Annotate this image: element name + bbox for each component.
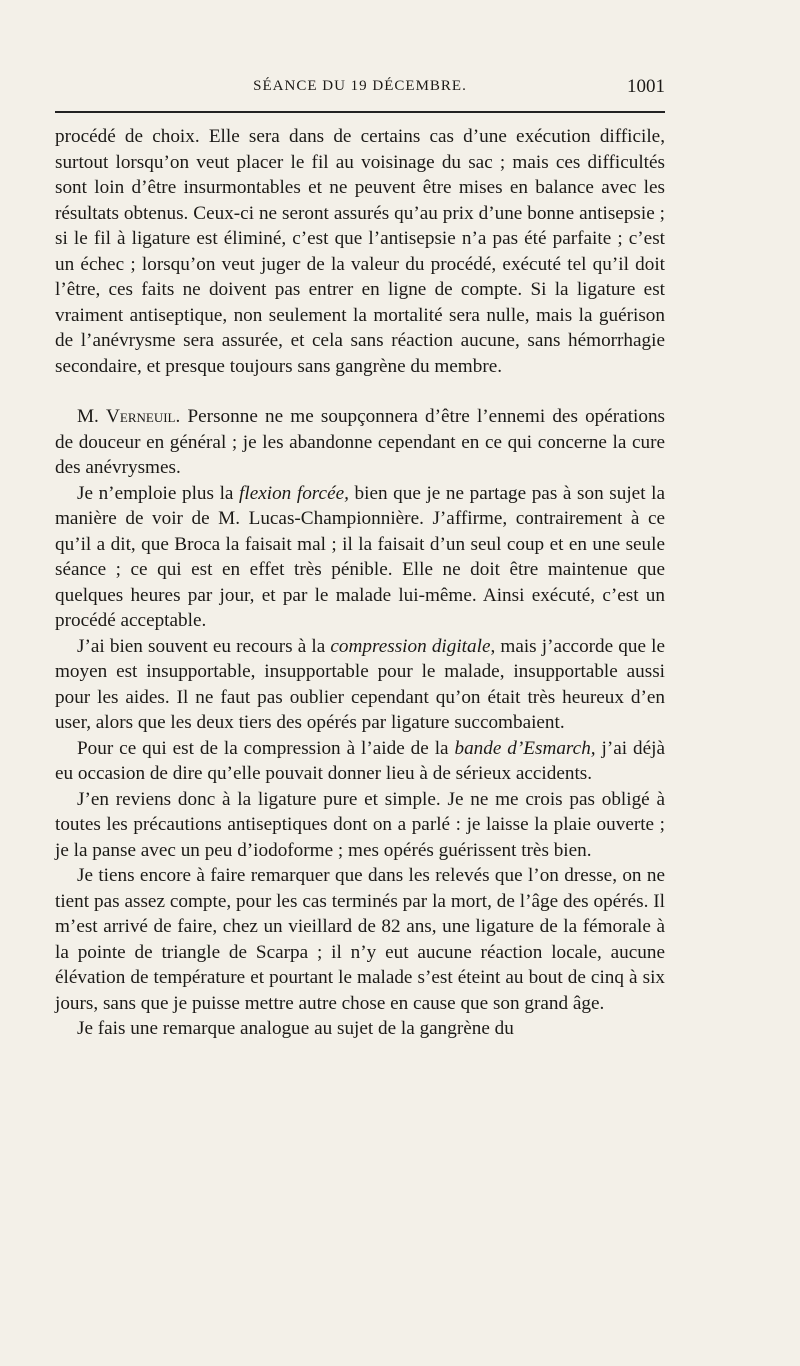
text-run: Pour ce qui est de la compression à l’aide de la (77, 737, 455, 759)
text-run: M. (77, 406, 107, 427)
paragraph-gangrene (55, 1016, 665, 1042)
text-run: procédé de choix. Elle sera dans de certains cas d’une exécution difficile, surtout lorsqu’on veut placer le fil au voisinage du sac ; mais ces difficultés sont loin d’être insurmontables et ne peuvent être mises en balance avec les résultats obtenus. Ceux-ci ne seront assurés qu’au prix d’une bonne antisepsie ; si le fil à ligature est éliminé, c’est que l’antisepsie n’a pas été parfaite ; c’est un échec ; lorsqu’on veut juger de la valeur du procédé, exécuté tel qu’il doit l’être, ces faits ne doivent pas entrer en ligne de compte. Si la ligature est vraiment antiseptique, non seulement la mortalité sera nulle, mais la guérison de l’anévrysme sera assurée, et cela sans réaction aucune, sans hémorrhagie secondaire, et presque toujours sans gangrène du membre. (55, 126, 665, 377)
page-number: 1001 (627, 76, 665, 97)
text-run: . Personne ne me soupçonnera d’être l’ennemi des opérations de douceur en général ; je les abandonne cependant en ce qui concerne la cure des anévrysmes. (55, 406, 666, 478)
body-text (55, 124, 665, 1042)
text-run: J’ai bien souvent eu recours à la (77, 635, 331, 657)
text-run: bien que je ne partage pas à son sujet la manière de voir de M. Lucas-Championnière. J’affirme, contrairement à ce qu’il a dit, que Broca la faisait mal ; il la faisait d’un seul coup et en une seule séance ; ce qui est en effet très pénible. Elle ne doit être maintenue que quelques heures par jour, et par le malade lui-même. Ainsi exécuté, c’est un procédé acceptable. (55, 482, 665, 631)
paragraph-ligature (55, 787, 665, 864)
text-run: Je n’emploie plus la (77, 482, 240, 504)
paragraph-verneuil (55, 404, 665, 481)
text-run: Je tiens encore à faire remarquer que dans les relevés que l’on dresse, on ne tient pas assez compte, pour les cas terminés par la mort, de l’âge des opérés. Il m’est arrivé de faire, chez un vieillard de 82 ans, une ligature de la fémorale à la pointe de triangle de Scarpa ; il n’y eut aucune réaction locale, aucune élévation de température et pourtant le malade s’est éteint au bout de cinq à six jours, sans que je puisse mettre autre chose en cause que son grand âge. (55, 865, 665, 1014)
header-rule (55, 111, 665, 113)
speaker-name: Verneuil (106, 406, 176, 427)
italic-term: flexion forcée, (239, 482, 349, 504)
text-run: Je fais une remarque analogue au sujet de la gangrène du (77, 1018, 514, 1039)
paragraph-flexion (55, 481, 665, 634)
text-run: , mais j’accorde que le moyen est insupportable, insupportable pour le malade, insupportable aussi pour les aides. Il ne faut pas oublier cependant qu’on était très heureux d’en user, alors que les deux tiers des opérés par ligature succombaient. (55, 635, 666, 733)
running-header (55, 76, 665, 100)
paragraph-continued (55, 124, 665, 379)
text-run: J’en reviens donc à la ligature pure et simple. Je ne me crois pas obligé à toutes les précautions antiseptiques dont on a parlé : je laisse la plaie ouverte ; je la panse avec un peu d’iodoforme ; mes opérés guérissent très bien. (55, 788, 665, 861)
paragraph-age-operes (55, 863, 665, 1016)
italic-term: compression digitale (330, 635, 491, 657)
italic-term: bande d’Esmarch, (454, 737, 596, 759)
paragraph-bande-esmarch (55, 736, 665, 787)
running-title: SÉANCE DU 19 DÉCEMBRE. (253, 78, 467, 94)
paragraph-compression-digitale (55, 634, 665, 736)
text-run: j’ai déjà eu occasion de dire qu’elle pouvait donner lieu à de sérieux accidents. (55, 737, 665, 784)
